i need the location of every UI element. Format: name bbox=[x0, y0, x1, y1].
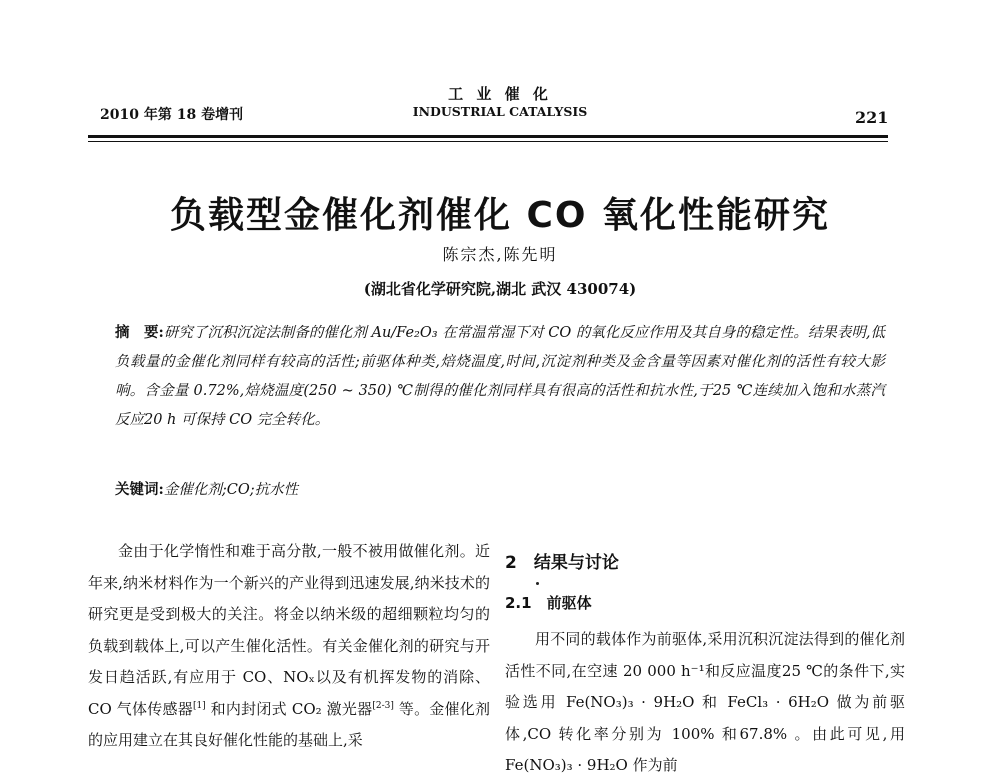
article-title: 负载型金催化剂催化 CO 氧化性能研究 bbox=[169, 195, 831, 236]
header-rule-thin bbox=[88, 141, 888, 142]
header-rule-thick bbox=[88, 135, 888, 138]
journal-name-en: INDUSTRIAL CATALYSIS bbox=[412, 104, 588, 119]
issue-label: 2010 年第 18 卷增刊 bbox=[100, 107, 244, 123]
article-affiliation: (湖北省化学研究院,湖北 武汉 430074) bbox=[363, 280, 637, 298]
abstract-text: 研究了沉积沉淀法制备的催化剂 Au/Fe₂O₃ 在常温常湿下对 CO 的氧化反应作用及其自身的稳定性。结果表明,低负载量的金催化剂同样有较高的活性;前驱体种类,焙烧温度,时间,沉淀剂种类及金含量等因素对催化剂的活性有较大影响。含金量 0.72%,焙烧温度(250 ~ 350) ℃制得的催化剂同样具有很高的活性和抗水性,于25 ℃连续加入饱和水蒸汽反应20 h 可保持 CO 完全转化。 bbox=[115, 325, 885, 428]
body-left-text-2: 和内封闭式 CO₂ 激光器 bbox=[205, 699, 373, 718]
subsection-heading: 2.1 前驱体 bbox=[505, 594, 592, 612]
reference-marker: [1] bbox=[192, 700, 206, 711]
page-number: 221 bbox=[855, 108, 889, 127]
section-heading: 2 结果与讨论 bbox=[505, 553, 619, 573]
keywords-text: 金催化剂;CO;抗水性 bbox=[163, 482, 299, 498]
article-authors: 陈宗杰,陈先明 bbox=[442, 245, 558, 264]
body-left-text-3: 等。金催化剂的应用建立在其良好催化性能的基础上,采 bbox=[88, 699, 490, 749]
journal-name bbox=[380, 86, 620, 120]
body-left-column bbox=[88, 536, 490, 757]
body-right-column: 用不同的载体作为前驱体,采用沉积沉淀法得到的催化剂活性不同,在空速 20 000 h⁻¹和反应温度25 ℃的条件下,实验选用 Fe(NO₃)₃ · 9H₂O 和 FeCl₃ · 6H₂O 做为前驱体,CO 转化率分别为 100% 和67.8% 。由此可见,用 Fe(NO₃)₃ · 9H₂O 作为前 bbox=[505, 630, 905, 774]
keywords bbox=[115, 478, 885, 499]
scan-dot bbox=[536, 582, 539, 585]
abstract-label: 摘 要: bbox=[115, 324, 164, 341]
journal-name-cn: 工 业 催 化 bbox=[448, 85, 552, 103]
reference-marker: [2-3] bbox=[372, 700, 394, 711]
body-left-text: 金由于化学惰性和难于高分散,一般不被用做催化剂。近年来,纳米材料作为一个新兴的产业得到迅速发展,纳米技术的研究更是受到极大的关注。将金以纳米级的超细颗粒均匀的负载到载体上,可以产生催化活性。有关金催化剂的研究与开发日趋活跃,有应用于 CO、NOₓ以及有机挥发物的消除、CO 气体传感器 bbox=[88, 542, 490, 718]
keywords-label: 关键词: bbox=[115, 481, 164, 498]
abstract bbox=[115, 318, 885, 435]
